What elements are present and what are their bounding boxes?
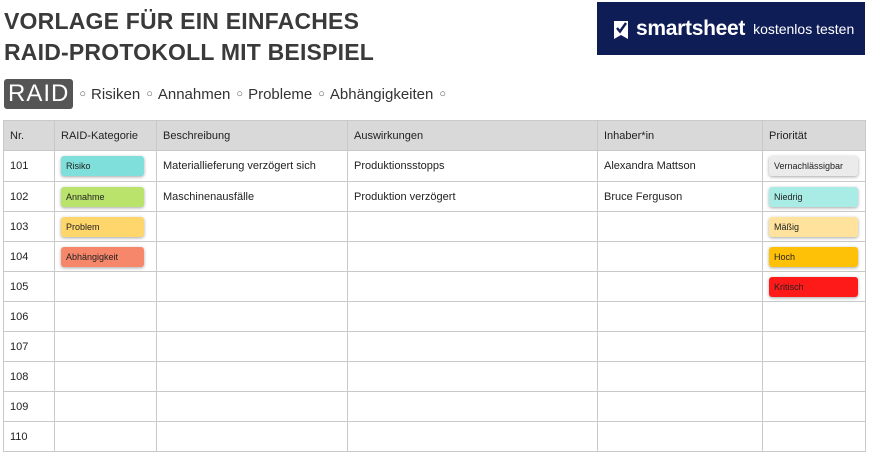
priority-tag: Hoch bbox=[769, 247, 858, 267]
cell-description[interactable] bbox=[157, 272, 348, 302]
cell-priority[interactable] bbox=[763, 212, 866, 242]
cell-impact[interactable]: Produktion verzögert bbox=[348, 182, 598, 212]
cell-owner[interactable] bbox=[598, 272, 763, 302]
cell-impact[interactable] bbox=[348, 332, 598, 362]
table-row bbox=[4, 182, 866, 212]
raid-item-probleme: Probleme bbox=[248, 85, 313, 103]
table-header-row bbox=[4, 121, 866, 151]
cell-category[interactable] bbox=[55, 151, 157, 182]
cell-category[interactable] bbox=[55, 182, 157, 212]
cell-priority[interactable] bbox=[763, 392, 866, 422]
cell-description[interactable] bbox=[157, 242, 348, 272]
cell-description[interactable]: Maschinenausfälle bbox=[157, 182, 348, 212]
cell-nr[interactable]: 110 bbox=[4, 422, 55, 452]
cell-description[interactable]: Materiallieferung verzögert sich bbox=[157, 151, 348, 182]
cell-description[interactable] bbox=[157, 392, 348, 422]
raid-item-annahmen: Annahmen bbox=[157, 85, 231, 103]
cell-nr[interactable]: 108 bbox=[4, 362, 55, 392]
cell-priority[interactable] bbox=[763, 332, 866, 362]
table-row bbox=[4, 212, 866, 242]
cell-nr[interactable]: 101 bbox=[4, 151, 55, 182]
cell-impact[interactable] bbox=[348, 422, 598, 452]
cell-owner[interactable] bbox=[598, 302, 763, 332]
cell-impact[interactable]: Produktionsstopps bbox=[348, 151, 598, 182]
cell-category[interactable] bbox=[55, 332, 157, 362]
cell-impact[interactable] bbox=[348, 212, 598, 242]
cell-owner[interactable] bbox=[598, 332, 763, 362]
table-row bbox=[4, 242, 866, 272]
banner-brand: smartsheet bbox=[636, 16, 746, 40]
priority-tag: Kritisch bbox=[769, 277, 858, 297]
raid-separator: ○ bbox=[79, 88, 86, 100]
cell-impact[interactable] bbox=[348, 242, 598, 272]
cell-impact[interactable] bbox=[348, 362, 598, 392]
category-tag: Problem bbox=[61, 217, 144, 237]
cell-priority[interactable] bbox=[763, 151, 866, 182]
cell-category[interactable] bbox=[55, 362, 157, 392]
cell-impact[interactable] bbox=[348, 302, 598, 332]
cell-priority[interactable] bbox=[763, 242, 866, 272]
cell-nr[interactable]: 104 bbox=[4, 242, 55, 272]
table-row bbox=[4, 392, 866, 422]
category-tag: Risiko bbox=[61, 156, 144, 176]
raid-separator: ○ bbox=[236, 88, 244, 100]
column-header-category[interactable]: RAID-Kategorie bbox=[55, 121, 157, 151]
cell-impact[interactable] bbox=[348, 392, 598, 422]
column-header-nr[interactable]: Nr. bbox=[4, 121, 55, 151]
table-row bbox=[4, 151, 866, 182]
raid-legend bbox=[4, 79, 446, 109]
column-header-priority[interactable]: Priorität bbox=[763, 121, 866, 151]
raid-badge: RAID bbox=[4, 79, 73, 109]
cell-description[interactable] bbox=[157, 302, 348, 332]
cell-nr[interactable]: 103 bbox=[4, 212, 55, 242]
cell-priority[interactable] bbox=[763, 182, 866, 212]
cell-description[interactable] bbox=[157, 212, 348, 242]
raid-separator: ○ bbox=[318, 88, 325, 100]
cell-description[interactable] bbox=[157, 362, 348, 392]
cell-category[interactable] bbox=[55, 272, 157, 302]
cell-owner[interactable]: Bruce Ferguson bbox=[598, 182, 763, 212]
priority-tag: Vernachlässigbar bbox=[769, 156, 858, 176]
raid-item-abhaengigkeiten: Abhängigkeiten bbox=[329, 85, 434, 103]
raid-separator: ○ bbox=[439, 88, 446, 100]
cell-category[interactable] bbox=[55, 242, 157, 272]
smartsheet-trial-banner[interactable] bbox=[597, 2, 865, 55]
table-row bbox=[4, 362, 866, 392]
cell-owner[interactable] bbox=[598, 422, 763, 452]
priority-tag: Niedrig bbox=[769, 187, 858, 207]
table-row bbox=[4, 332, 866, 362]
cell-owner[interactable] bbox=[598, 212, 763, 242]
cell-nr[interactable]: 102 bbox=[4, 182, 55, 212]
cell-owner[interactable]: Alexandra Mattson bbox=[598, 151, 763, 182]
column-header-owner[interactable]: Inhaber*in bbox=[598, 121, 763, 151]
cell-nr[interactable]: 109 bbox=[4, 392, 55, 422]
cell-owner[interactable] bbox=[598, 392, 763, 422]
cell-description[interactable] bbox=[157, 422, 348, 452]
cell-impact[interactable] bbox=[348, 272, 598, 302]
cell-description[interactable] bbox=[157, 332, 348, 362]
cell-category[interactable] bbox=[55, 422, 157, 452]
cell-priority[interactable] bbox=[763, 422, 866, 452]
smartsheet-check-icon bbox=[612, 18, 630, 40]
cell-nr[interactable]: 107 bbox=[4, 332, 55, 362]
raid-log-table bbox=[3, 120, 866, 452]
category-tag: Abhängigkeit bbox=[61, 247, 144, 267]
cell-category[interactable] bbox=[55, 212, 157, 242]
cell-priority[interactable] bbox=[763, 272, 866, 302]
cell-owner[interactable] bbox=[598, 362, 763, 392]
cell-priority[interactable] bbox=[763, 362, 866, 392]
raid-item-risiken: Risiken bbox=[91, 85, 141, 103]
cell-owner[interactable] bbox=[598, 242, 763, 272]
cell-nr[interactable]: 106 bbox=[4, 302, 55, 332]
priority-tag: Mäßig bbox=[769, 217, 858, 237]
banner-cta: kostenlos testen bbox=[753, 20, 855, 37]
category-tag: Annahme bbox=[61, 187, 144, 207]
page-title: VORLAGE FÜR EIN EINFACHES RAID-PROTOKOLL MIT BEISPIEL bbox=[4, 8, 375, 65]
table-row bbox=[4, 302, 866, 332]
cell-category[interactable] bbox=[55, 302, 157, 332]
raid-separator: ○ bbox=[146, 88, 153, 100]
column-header-impact[interactable]: Auswirkungen bbox=[348, 121, 598, 151]
cell-priority[interactable] bbox=[763, 302, 866, 332]
cell-nr[interactable]: 105 bbox=[4, 272, 55, 302]
table-row bbox=[4, 422, 866, 452]
column-header-description[interactable]: Beschreibung bbox=[157, 121, 348, 151]
cell-category[interactable] bbox=[55, 392, 157, 422]
table-row bbox=[4, 272, 866, 302]
